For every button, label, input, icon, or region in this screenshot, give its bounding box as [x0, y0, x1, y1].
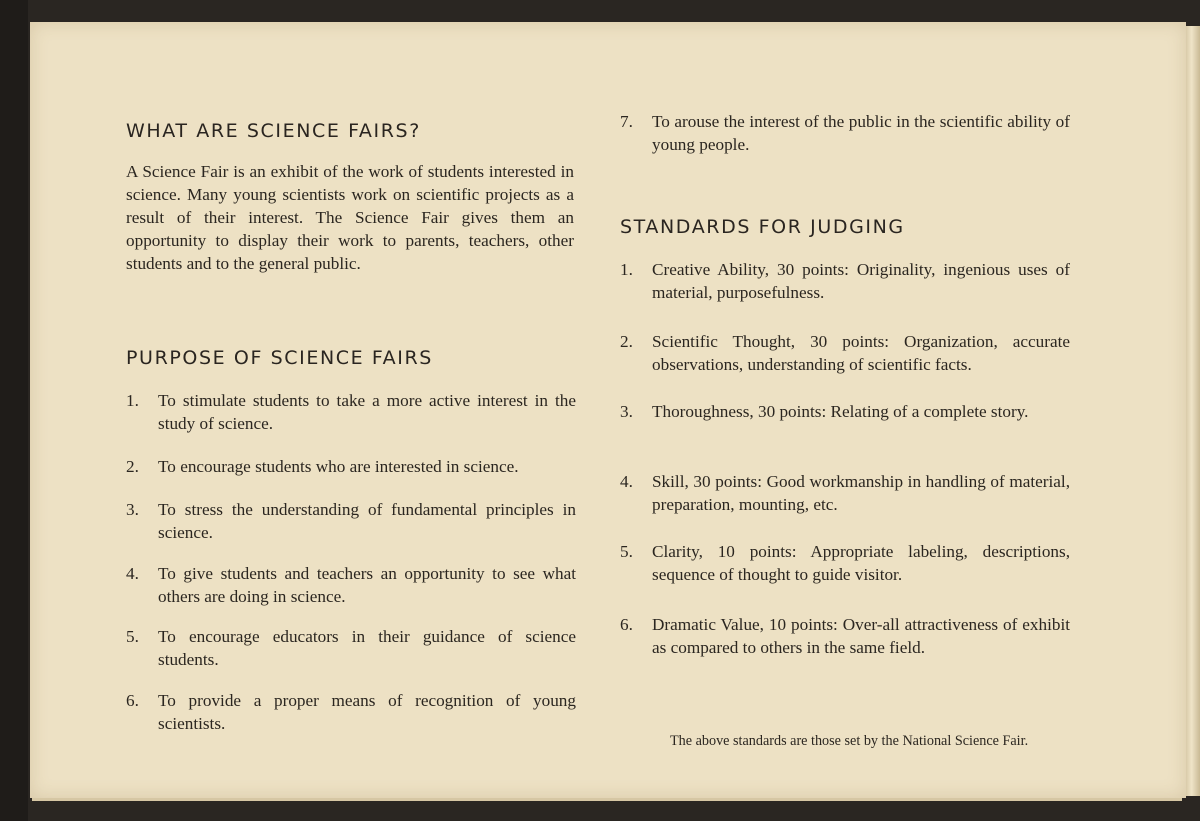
- item-number: 4.: [620, 472, 633, 491]
- heading-standards-for-judging: STANDARDS FOR JUDGING: [620, 216, 905, 238]
- item-text: To encourage educators in their guidance of science students.: [158, 627, 576, 669]
- item-text: Scientific Thought, 30 points: Organization, accurate observations, understanding of scientific facts.: [652, 332, 1070, 374]
- item-text: To encourage students who are interested in science.: [158, 457, 519, 476]
- item-number: 1.: [620, 260, 633, 279]
- item-number: 5.: [620, 542, 633, 561]
- item-number: 6.: [620, 615, 633, 634]
- item-number: 7.: [620, 112, 633, 131]
- item-number: 3.: [620, 402, 633, 421]
- item-number: 6.: [126, 691, 139, 710]
- document-page: [30, 22, 1186, 798]
- item-number: 2.: [126, 457, 139, 476]
- item-number: 1.: [126, 391, 139, 410]
- item-text: Thoroughness, 30 points: Relating of a complete story.: [652, 402, 1029, 421]
- item-number: 2.: [620, 332, 633, 351]
- item-number: 3.: [126, 500, 139, 519]
- heading-what-are-science-fairs: WHAT ARE SCIENCE FAIRS?: [126, 120, 421, 142]
- binding-edge: [0, 0, 28, 821]
- item-text: Creative Ability, 30 points: Originality, ingenious uses of material, purposefulness.: [652, 260, 1070, 302]
- item-text: To stress the understanding of fundamental principles in science.: [158, 500, 576, 542]
- science-fair-definition: A Science Fair is an exhibit of the work of students interested in science. Many young scientists work on scientific projects as a result of their interest. The Science Fair gives them an opportunity to display their work to parents, teachers, other students and to the general public.: [126, 162, 574, 273]
- item-text: To provide a proper means of recognition of young scientists.: [158, 691, 576, 733]
- item-number: 4.: [126, 564, 139, 583]
- page-edge: [1186, 26, 1200, 796]
- item-text: To give students and teachers an opportunity to see what others are doing in science.: [158, 564, 576, 606]
- item-text: Dramatic Value, 10 points: Over-all attractiveness of exhibit as compared to others in the same field.: [652, 615, 1070, 657]
- heading-purpose: PURPOSE OF SCIENCE FAIRS: [126, 347, 433, 369]
- item-text: To stimulate students to take a more active interest in the study of science.: [158, 391, 576, 433]
- item-text: Skill, 30 points: Good workmanship in handling of material, preparation, mounting, etc.: [652, 472, 1070, 514]
- standards-footnote: The above standards are those set by the National Science Fair.: [670, 733, 1029, 749]
- item-text: Clarity, 10 points: Appropriate labeling, descriptions, sequence of thought to guide visitor.: [652, 542, 1070, 584]
- item-number: 5.: [126, 627, 139, 646]
- item-text: To arouse the interest of the public in the scientific ability of young people.: [652, 112, 1070, 154]
